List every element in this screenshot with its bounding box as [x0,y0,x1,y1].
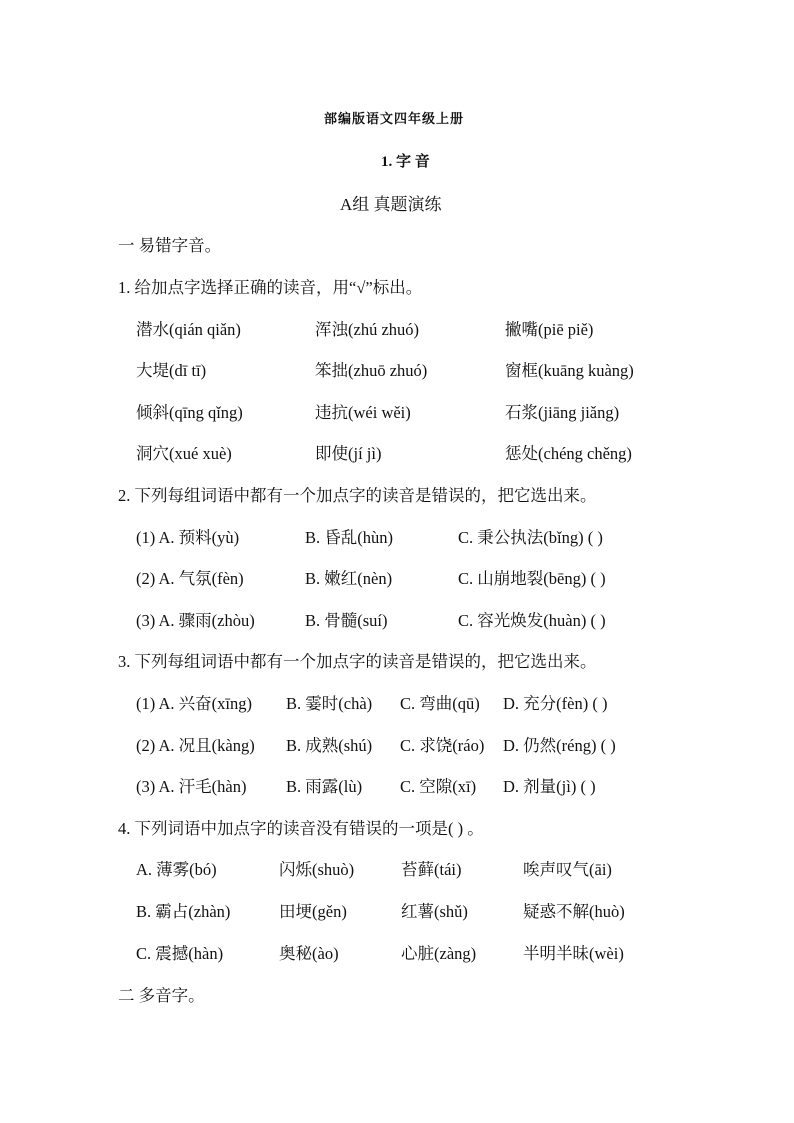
q4-option: 田埂(gěn) [279,902,347,921]
q3-option: (3) A. 汗毛(hàn) [136,777,247,796]
q4-option: 疑惑不解(huò) [523,902,625,921]
q2-option: (1) A. 预料(yù) [136,528,240,547]
group-title: A组 真题演练 [340,195,442,214]
q3-option: C. 弯曲(qū) [400,694,480,713]
q2-prompt: 2. 下列每组词语中都有一个加点字的读音是错误的，把它选出来。 [118,486,597,505]
q1-item: 潜水(qián qiǎn) [136,320,241,339]
q1-item: 惩处(chéng chěng) [505,444,632,463]
q4-option: 闪烁(shuò) [279,860,355,879]
q3-prompt: 3. 下列每组词语中都有一个加点字的读音是错误的，把它选出来。 [118,652,597,671]
q1-item: 违抗(wéi wěi) [315,403,411,422]
q3-option: C. 空隙(xī) [400,777,477,796]
q4-option: 红薯(shǔ) [401,902,468,921]
q2-row [0,524,794,550]
q3-row [0,773,794,799]
q3-option: D. 仍然(réng) ( ) [503,736,616,755]
q4-option: C. 震撼(hàn) [136,944,224,963]
q3-option: (2) A. 况且(kàng) [136,736,255,755]
q1-item: 笨拙(zhuō zhuó) [315,361,428,380]
q4-row [0,856,794,882]
q1-row [0,316,794,342]
q1-item: 洞穴(xué xuè) [136,444,232,463]
q3-row [0,732,794,758]
section-1-title: 一 易错字音。 [118,236,222,255]
q3-option: B. 霎时(chà) [286,694,373,713]
q2-option: B. 昏乱(hùn) [305,528,393,547]
q1-item: 窗框(kuāng kuàng) [505,361,634,380]
q1-item: 撇嘴(piē piě) [505,320,594,339]
q2-option: (3) A. 骤雨(zhòu) [136,611,255,630]
q4-option: 半明半昧(wèi) [523,944,624,963]
q1-item: 即使(jí jì) [315,444,382,463]
q4-option: A. 薄雾(bó) [136,860,217,879]
q2-row [0,565,794,591]
q4-option: 唉声叹气(āi) [523,860,612,879]
q1-prompt: 1. 给加点字选择正确的读音，用“√”标出。 [118,278,423,297]
q4-option: B. 霸占(zhàn) [136,902,231,921]
q2-row [0,607,794,633]
q1-item: 倾斜(qīng qǐng) [136,403,243,422]
q3-option: B. 成熟(shú) [286,736,373,755]
q3-option: D. 剂量(jì) ( ) [503,777,596,796]
q2-option: B. 骨髓(suí) [305,611,388,630]
q1-item: 大堤(dī tī) [136,361,207,380]
q1-item: 石浆(jiāng jiǎng) [505,403,620,422]
q1-row [0,357,794,383]
q2-option: (2) A. 气氛(fèn) [136,569,244,588]
q2-option: B. 嫩红(nèn) [305,569,393,588]
q3-option: C. 求饶(ráo) [400,736,485,755]
q2-option: C. 山崩地裂(bēng) ( ) [458,569,606,588]
q4-option: 心脏(zàng) [401,944,477,963]
q4-prompt: 4. 下列词语中加点字的读音没有错误的一项是( ) 。 [118,819,484,838]
q3-option: (1) A. 兴奋(xīng) [136,694,252,713]
q1-row [0,399,794,425]
q1-row [0,440,794,466]
q3-option: B. 雨露(lù) [286,777,363,796]
document-header: 部编版语文四年级上册 [324,111,465,126]
section-2-title: 二 多音字。 [118,986,205,1005]
q1-item: 浑浊(zhú zhuó) [315,320,420,339]
q3-option: D. 充分(fèn) ( ) [503,694,608,713]
q4-row [0,940,794,966]
q4-row [0,898,794,924]
q4-option: 苔藓(tái) [401,860,462,879]
unit-title: 1. 字 音 [381,154,430,170]
q2-option: C. 容光焕发(huàn) ( ) [458,611,606,630]
q3-row [0,690,794,716]
q4-option: 奥秘(ào) [279,944,339,963]
q2-option: C. 秉公执法(bǐng) ( ) [458,528,603,547]
